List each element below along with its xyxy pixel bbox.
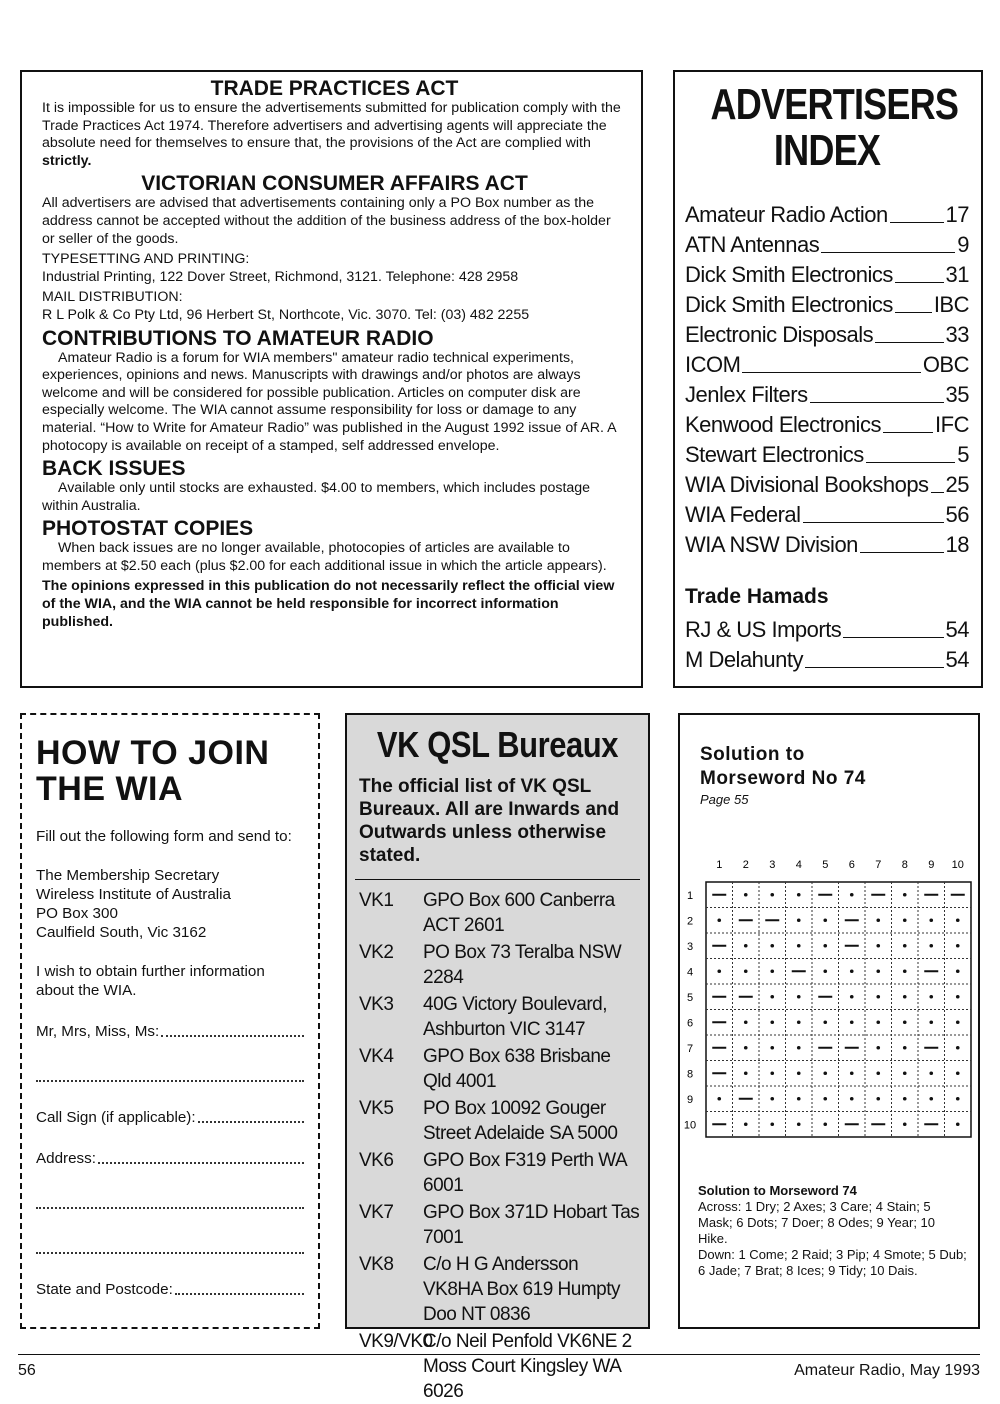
morse-dot [956, 918, 960, 922]
qsl-row: VK8 C/o H G Andersson VK8HA Box 619 Humpty Doo NT 0836 [359, 1254, 620, 1325]
morse-dot [929, 944, 933, 948]
qsl-row: VK1 GPO Box 600 Canberra ACT 2601 [359, 890, 615, 936]
morse-dot [929, 995, 933, 999]
qsl-list [355, 879, 640, 1404]
qsl-bureaux-box [345, 713, 650, 1402]
advertiser-row: Dick Smith Electronics IBC [685, 292, 969, 317]
morse-dot [744, 893, 748, 897]
morse-dot [956, 1097, 960, 1101]
morse-dot [770, 944, 774, 948]
qsl-row: VK6 GPO Box F319 Perth WA 6001 [359, 1150, 627, 1196]
footer-rule [18, 1354, 980, 1355]
morse-dot [744, 1046, 748, 1050]
morse-dot [744, 1122, 748, 1126]
morse-dot [850, 1097, 854, 1101]
morse-dot [903, 1020, 907, 1024]
morse-dot [797, 995, 801, 999]
morse-dot [770, 1097, 774, 1101]
morse-dot [929, 1020, 933, 1024]
morse-dot [903, 1097, 907, 1101]
morse-dot [823, 1097, 827, 1101]
morse-dot [797, 1071, 801, 1075]
disclaimer-text: The opinions expressed in this publication do not necessarily reflect the official view of the WIA, and the WIA cannot be held responsible for incorrect information published. [42, 578, 615, 630]
morse-dot [876, 1071, 880, 1075]
morse-dot [770, 1122, 774, 1126]
grid-column-label: 2 [742, 859, 749, 871]
qsl-row: VK5 PO Box 10092 Gouger Street Adelaide SA 5000 [359, 1098, 618, 1144]
morse-dot [770, 995, 774, 999]
morseword-page-ref: Page 55 [700, 792, 749, 807]
grid-column-label: 1 [716, 859, 723, 871]
morse-dot [717, 918, 721, 922]
morse-dot [876, 944, 880, 948]
morse-dot [797, 918, 801, 922]
call-sign-field[interactable]: Call Sign (if applicable): [36, 1108, 304, 1127]
morse-dot [956, 1122, 960, 1126]
consumer-affairs-text: All advertisers are advised that advertisements containing only a PO Box number as the address cannot be accepted without the addition of the business address of the box-holder or seller of the goods. [42, 195, 611, 247]
morse-dot [797, 1122, 801, 1126]
morse-dot [823, 1020, 827, 1024]
morse-dot [850, 1071, 854, 1075]
grid-row-label: 2 [686, 915, 694, 928]
answers-down: Down: 1 Come; 2 Raid; 3 Pip; 4 Smote; 5 Dub; 6 Jade; 7 Brat; 8 Ices; 9 Tidy; 10 Dais. [698, 1247, 967, 1278]
morse-dot [770, 1020, 774, 1024]
grid-column-label: 7 [875, 859, 882, 871]
morse-dot [850, 969, 854, 973]
qsl-row: VK4 GPO Box 638 Brisbane Qld 4001 [359, 1046, 611, 1092]
grid-column-label: 10 [951, 859, 964, 871]
morse-dot [850, 1020, 854, 1024]
address-field-line2[interactable] [36, 1190, 304, 1213]
back-issues-heading: BACK ISSUES [42, 457, 186, 481]
page-number: 56 [18, 1362, 36, 1379]
hamad-row: RJ & US Imports 54 [685, 617, 969, 642]
morse-dot [956, 1071, 960, 1075]
morse-dot [956, 1020, 960, 1024]
morse-dot [744, 969, 748, 973]
morse-dot [903, 995, 907, 999]
trade-practices-heading: TRADE PRACTICES ACT [210, 77, 459, 100]
morse-dot [903, 893, 907, 897]
morse-dot [823, 1071, 827, 1075]
grid-column-label: 3 [769, 859, 776, 871]
morse-dot [903, 944, 907, 948]
morse-dot [956, 995, 960, 999]
advertiser-row: Stewart Electronics 5 [685, 442, 969, 467]
morse-dot [956, 944, 960, 948]
advertiser-row: WIA Federal 56 [685, 502, 969, 527]
photostat-text: When back issues are no longer available, photocopies of articles are available to members at $2.50 each (plus $2.00 for each additional issue in which the article appears). [42, 540, 607, 574]
morse-dot [770, 969, 774, 973]
morse-dot [956, 969, 960, 973]
morse-dot [903, 1071, 907, 1075]
contributions-heading: CONTRIBUTIONS TO AMATEUR RADIO [42, 326, 434, 350]
morse-dot [823, 918, 827, 922]
morseword-answers [698, 1183, 968, 1279]
morse-dot [876, 1046, 880, 1050]
membership-address-line: PO Box 300 [36, 905, 118, 922]
advertiser-row: Dick Smith Electronics 31 [685, 262, 969, 287]
name-field[interactable]: Mr, Mrs, Miss, Ms: [36, 1022, 304, 1041]
morse-dot [797, 1097, 801, 1101]
consumer-affairs-heading: VICTORIAN CONSUMER AFFAIRS ACT [141, 172, 528, 196]
trade-practices-text: It is impossible for us to ensure the advertisements submitted for publication comply with the Trade Practices Act 1974. Therefore advertisers and advertising agents will appreciate the absolute need for themselves to ensure that, the provisions of the Act are complied with strictly. [42, 100, 621, 169]
mail-distribution-label: MAIL DISTRIBUTION: [42, 289, 183, 306]
morse-dot [823, 944, 827, 948]
grid-column-label: 6 [848, 859, 855, 871]
morse-dot [717, 969, 721, 973]
qsl-bureaux-intro: The official list of VK QSL Bureaux. All are Inwards and Outwards unless otherwise stated. [359, 776, 620, 866]
qsl-row: VK9/VK0 C/o Neil Penfold VK6NE 2 Moss Court Kingsley WA 6026 [359, 1331, 632, 1402]
mail-distribution-text: R L Polk & Co Pty Ltd, 96 Herbert St, Northcote, Vic. 3070. Tel: (03) 482 2255 [42, 306, 530, 323]
hamad-row: M Delahunty 54 [685, 647, 969, 672]
membership-address-line: Caulfield South, Vic 3162 [36, 924, 207, 941]
morse-dot [797, 1020, 801, 1024]
advertiser-row: ATN Antennas 9 [685, 232, 969, 257]
morse-dot [876, 918, 880, 922]
morse-dot [929, 1097, 933, 1101]
morse-dot [770, 1071, 774, 1075]
advertiser-row: WIA NSW Division 18 [685, 532, 969, 557]
morseword-title: Solution to Morseword No 74 [700, 744, 866, 789]
advertisers-index-box [673, 70, 983, 688]
advertisers-index-title: ADVERTISERS INDEX [710, 80, 959, 175]
address-field[interactable]: Address: [36, 1149, 304, 1168]
morse-dot [929, 918, 933, 922]
morse-dot [903, 918, 907, 922]
morse-dot [797, 944, 801, 948]
advertiser-row: ICOM OBC [685, 352, 969, 377]
typesetting-label: TYPESETTING AND PRINTING: [42, 251, 250, 268]
grid-row-label: 1 [686, 889, 694, 902]
morse-dot [903, 969, 907, 973]
address-field-line3[interactable] [36, 1235, 304, 1258]
morse-dot [717, 1097, 721, 1101]
morse-dot [744, 1071, 748, 1075]
photostat-heading: PHOTOSTAT COPIES [42, 517, 254, 541]
back-issues-text: Available only until stocks are exhausted. $4.00 to members, which includes postage within Australia. [42, 480, 591, 514]
morse-dot [744, 944, 748, 948]
qsl-row: VK2 PO Box 73 Teralba NSW 2284 [359, 942, 622, 988]
morse-dot [797, 1046, 801, 1050]
advertiser-row: Kenwood Electronics IFC [685, 412, 969, 437]
morse-dot [850, 893, 854, 897]
advertiser-list [685, 198, 969, 558]
morse-dot [903, 1046, 907, 1050]
typesetting-text: Industrial Printing, 122 Dover Street, Richmond, 3121. Telephone: 428 2958 [42, 268, 519, 285]
advertiser-row: Electronic Disposals 33 [685, 322, 969, 347]
grid-row-label: 4 [686, 966, 694, 979]
morse-dot [797, 893, 801, 897]
grid-row-label: 3 [686, 940, 694, 953]
morse-dot [850, 995, 854, 999]
grid-row-label: 10 [683, 1119, 697, 1132]
how-to-join-box [20, 713, 320, 1329]
advertiser-row: WIA Divisional Bookshops 25 [685, 472, 969, 497]
state-postcode-field[interactable]: State and Postcode: [36, 1280, 304, 1299]
advertiser-row: Jenlex Filters 35 [685, 382, 969, 407]
grid-row-label: 6 [686, 1017, 694, 1030]
grid-row-label: 8 [686, 1068, 694, 1081]
answers-title: Solution to Morseword 74 [698, 1183, 857, 1198]
join-info-text: I wish to obtain further information about the WIA. [36, 963, 265, 999]
morse-dot [876, 1020, 880, 1024]
grid-row-label: 5 [686, 991, 694, 1004]
join-intro: Fill out the following form and send to: [36, 828, 292, 845]
morse-dot [770, 893, 774, 897]
trade-practices-box [20, 70, 643, 688]
morse-dot [903, 1122, 907, 1126]
morse-dot [956, 1046, 960, 1050]
grid-row-label: 7 [686, 1042, 694, 1055]
trade-hamads-heading: Trade Hamads [685, 585, 829, 608]
qsl-bureaux-title: VK QSL Bureaux [376, 724, 619, 765]
grid-column-label: 4 [795, 859, 802, 871]
morse-dot [823, 969, 827, 973]
grid-column-label: 5 [822, 859, 829, 871]
contributions-text: Amateur Radio is a forum for WIA members" amateur radio technical experiments, experiences, opinions and news. Manuscripts with drawings and/or photos are always welcome and will be considered for possible publication. Articles on computer disk are especially welcome. The WIA cannot assume responsibility for loss or damage to any material. “How to Write for Amateur Radio” was published in the August 1992 issue of AR. A photocopy is available on receipt of a stamped, self addressed envelope. [42, 349, 616, 454]
grid-column-label: 9 [928, 859, 935, 871]
morse-dot [744, 1020, 748, 1024]
morse-dot [876, 995, 880, 999]
morse-dot [929, 1071, 933, 1075]
membership-address-line: Wireless Institute of Australia [36, 886, 231, 903]
membership-address-line: The Membership Secretary [36, 867, 220, 884]
name-field-continuation[interactable] [36, 1063, 304, 1086]
qsl-row: VK3 40G Victory Boulevard, Ashburton VIC 3147 [359, 994, 608, 1040]
qsl-row: VK7 GPO Box 371D Hobart Tas 7001 [359, 1202, 640, 1248]
morse-dot [823, 1122, 827, 1126]
grid-row-label: 9 [686, 1093, 694, 1106]
morse-dot [770, 1046, 774, 1050]
morse-dot [876, 969, 880, 973]
advertiser-row: Amateur Radio Action 17 [685, 202, 969, 227]
morseword-grid [684, 852, 974, 1142]
publication-name: Amateur Radio, May 1993 [794, 1362, 980, 1379]
how-to-join-title: HOW TO JOIN THE WIA [36, 734, 270, 808]
grid-column-label: 8 [901, 859, 908, 871]
answers-across: Across: 1 Dry; 2 Axes; 3 Care; 4 Stain; 5 Mask; 6 Dots; 7 Doer; 8 Odes; 9 Year; 10 Hike. [698, 1199, 936, 1246]
morse-dot [876, 1097, 880, 1101]
